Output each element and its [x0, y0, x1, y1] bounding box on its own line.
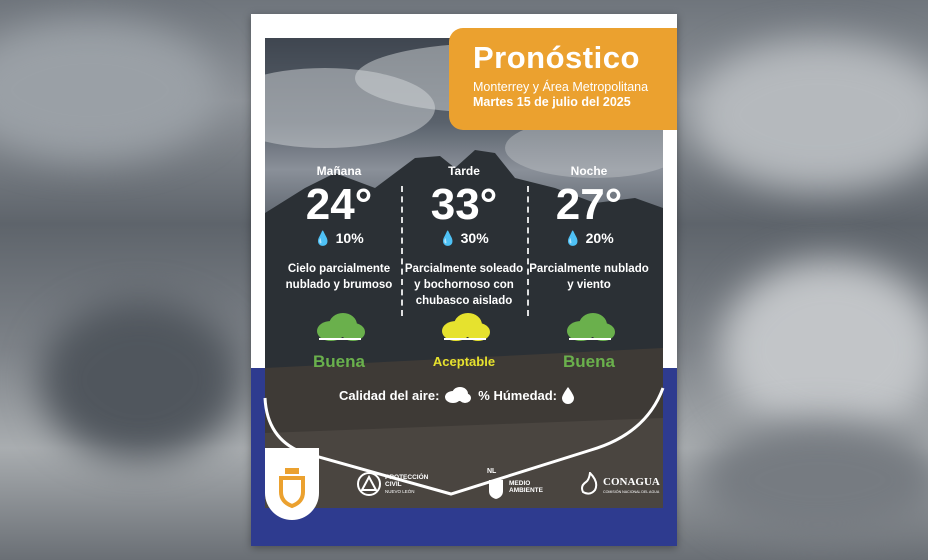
logo-line: CONAGUA: [603, 476, 660, 488]
logo-line: NL: [487, 468, 497, 475]
period-label: Mañana: [316, 164, 362, 178]
forecast-morning: [279, 164, 399, 372]
air-quality-label: Buena: [313, 352, 365, 371]
nl-emblem-icon: [487, 478, 505, 500]
weather-description: Parcialmente soleado y bochornoso con chubasco aislado: [404, 263, 524, 307]
raindrop-icon: 💧: [564, 230, 582, 246]
forecast-night: [529, 164, 649, 372]
raindrop-icon: 💧: [439, 230, 457, 246]
logo-line: PROTECCIÓN: [385, 474, 429, 481]
cloud-icon: [443, 386, 471, 407]
conagua-logo: [579, 472, 660, 500]
temperature: 24°: [305, 180, 373, 229]
column-divider: [401, 186, 403, 316]
air-quality-label: Buena: [563, 352, 615, 371]
air-quality-label: Aceptable: [432, 354, 496, 369]
raindrop-icon: 💧: [314, 230, 332, 246]
conagua-emblem-icon: [579, 472, 601, 496]
air-quality-legend-label: Calidad del aire:: [339, 387, 440, 403]
rain-chance: 💧 10%: [314, 230, 364, 246]
temperature: 27°: [555, 180, 623, 229]
logo-line: COMISIÓN NACIONAL DEL AGUA: [603, 490, 660, 494]
cloud-wind-icon: [279, 311, 399, 350]
logo-line: CIVIL: [385, 481, 402, 488]
proteccion-civil-emblem-icon: [357, 472, 381, 496]
raindrop-icon: [561, 386, 575, 407]
humidity-legend-label: % Húmedad:: [478, 387, 558, 403]
period-label: Tarde: [448, 164, 480, 178]
weather-description: Cielo parcialmente nublado y brumoso: [285, 263, 393, 291]
banner-title: Pronóstico: [473, 40, 640, 75]
legend: [339, 386, 575, 407]
proteccion-civil-logo: [357, 472, 429, 500]
cloud-wind-icon: [529, 311, 649, 350]
logo-line: AMBIENTE: [509, 487, 543, 494]
period-label: Noche: [570, 164, 608, 178]
temperature: 33°: [430, 180, 498, 229]
rain-chance: 💧 20%: [564, 230, 614, 246]
banner-date: Martes 15 de julio del 2025: [473, 95, 631, 109]
banner-location: Monterrey y Área Metropolitana: [473, 80, 649, 94]
logo-line: NUEVO LEÓN: [385, 489, 415, 494]
forecast-afternoon: [404, 164, 524, 369]
state-shield-logo: [265, 448, 319, 520]
cloud-wind-icon: [404, 311, 524, 350]
forecast-card: [251, 14, 677, 546]
logo-line: MEDIO: [509, 480, 531, 487]
weather-description: Parcialmente nublado y viento: [529, 263, 649, 291]
rain-chance: 💧 30%: [439, 230, 489, 246]
